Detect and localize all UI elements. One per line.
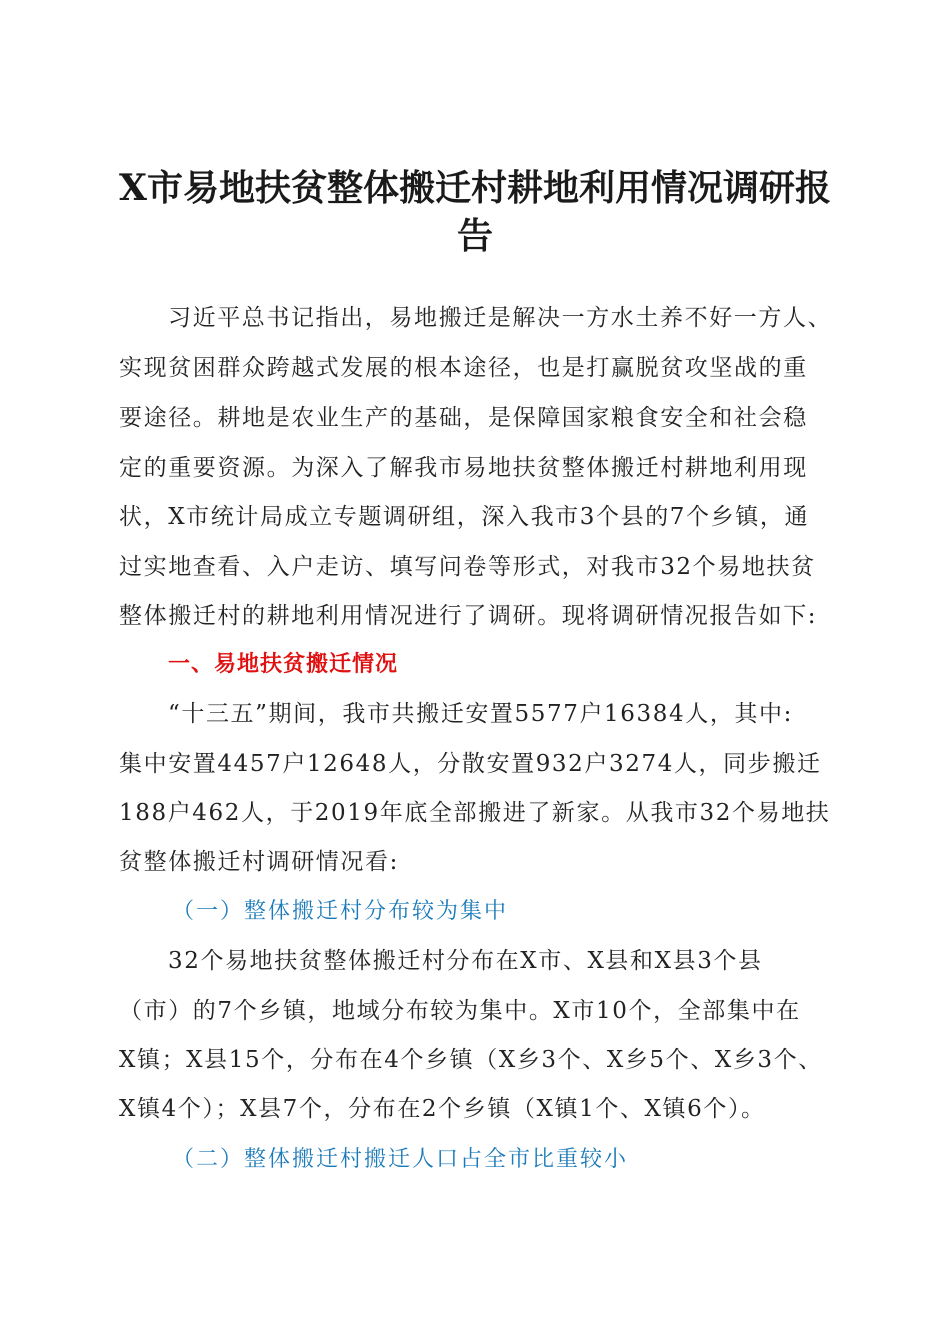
document-title-line-2: 告 [456, 215, 493, 257]
section-1-line-3: 188户462人，于2019年底全部搬进了新家。从我市32个易地扶 [119, 800, 831, 826]
section-1-line-2: 集中安置4457户12648人，分散安置932户3274人，同步搬迁 [119, 751, 822, 777]
subsection-2-heading: （二）整体搬迁村搬迁人口占全市比重较小 [172, 1147, 629, 1172]
subsection-1-line-4: X镇4个）；X县7个，分布在2个乡镇（X镇1个、X镇6个）。 [119, 1096, 766, 1122]
intro-line-2: 实现贫困群众跨越式发展的根本途径，也是打赢脱贫攻坚战的重 [119, 355, 808, 381]
subsection-1-line-2: （市）的7个乡镇，地域分布较为集中。X市10个，全部集中在 [119, 998, 801, 1024]
intro-line-7: 整体搬迁村的耕地利用情况进行了调研。现将调研情况报告如下: [119, 603, 818, 629]
subsection-1-line-3: X镇；X县15个，分布在4个乡镇（X乡3个、X乡5个、X乡3个、 [119, 1047, 823, 1073]
subsection-1-heading: （一）整体搬迁村分布较为集中 [172, 899, 509, 924]
intro-line-4: 定的重要资源。为深入了解我市易地扶贫整体搬迁村耕地利用现 [119, 455, 808, 481]
intro-line-6: 过实地查看、入户走访、填写问卷等形式，对我市32个易地扶贫 [119, 554, 816, 580]
section-1-line-4: 贫整体搬迁村调研情况看: [119, 849, 399, 875]
intro-line-3: 要途径。耕地是农业生产的基础，是保障国家粮食安全和社会稳 [119, 405, 808, 431]
section-1-line-1: “十三五”期间，我市共搬迁安置5577户16384人，其中: [168, 701, 793, 727]
intro-line-1: 习近平总书记指出，易地搬迁是解决一方水土养不好一方人、 [168, 305, 833, 331]
intro-line-5: 状，X市统计局成立专题调研组，深入我市3个县的7个乡镇，通 [119, 504, 810, 530]
document-title-line-1: X市易地扶贫整体搬迁村耕地利用情况调研报 [119, 167, 831, 209]
subsection-1-line-1: 32个易地扶贫整体搬迁村分布在X市、X县和X县3个县 [168, 948, 763, 974]
section-1-heading: 一、易地扶贫搬迁情况 [168, 652, 399, 677]
